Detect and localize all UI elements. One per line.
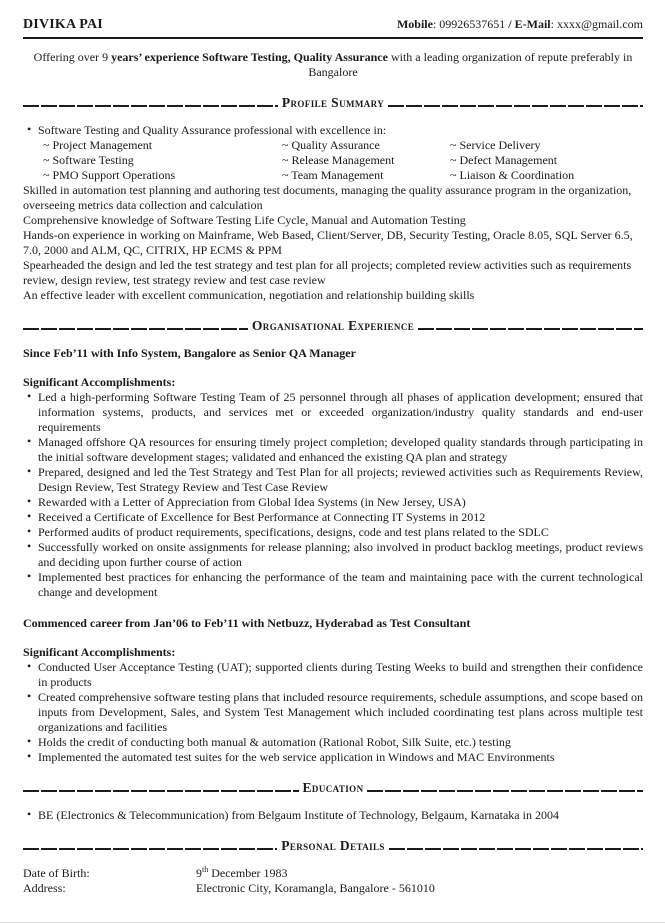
rule-line bbox=[418, 328, 643, 330]
rule-line bbox=[367, 790, 643, 792]
objective-emphasis: years’ experience Software Testing, Quality Assurance bbox=[111, 50, 388, 64]
mobile-label: Mobile bbox=[396, 17, 433, 31]
job-heading: Commenced career from Jan’06 to Feb’11 with Netbuzz, Hyderabad as Test Consultant bbox=[23, 616, 471, 630]
contact-separator: / bbox=[505, 17, 515, 31]
skill-item: ~ Service Delivery bbox=[450, 138, 541, 152]
section-header-personal-details bbox=[23, 838, 643, 853]
section-header-profile-summary bbox=[23, 95, 643, 110]
dob-day: 9 bbox=[196, 866, 202, 880]
address-row bbox=[23, 881, 643, 896]
section-title: Personal Details bbox=[281, 838, 385, 853]
rule-line bbox=[23, 105, 278, 107]
skill-item: ~ Project Management bbox=[43, 138, 153, 152]
skill-item: Hands-on experience in working on Mainframe, Web Based, Client/Server, DB, Security Testing, Oracle 8.05, SQL Server 6.5, 7.0, 2000 and ALM, QC, CITRIX, HP ECMS & PPM bbox=[23, 228, 633, 257]
dob-label: Date of Birth: bbox=[23, 866, 90, 880]
bullet-item: • Created comprehensive software testing plans that included resource requirements, schedule assumptions, and scope based on inputs from Development, Sales, and System Test Management which included coordinating test plans across multiple test organizations and facilities bbox=[23, 690, 643, 735]
bullet-item: • Led a high-performing Software Testing Team of 25 personnel through all phases of application development; ensured that information systems, products, and services met or exceeded organization/industry quality standards and end-user requirements bbox=[23, 390, 643, 435]
job-1-accomplishments-list bbox=[23, 390, 643, 600]
rule-line bbox=[23, 328, 248, 330]
rule-line bbox=[389, 848, 643, 850]
profile-summary-list bbox=[23, 123, 643, 303]
section-header-education bbox=[23, 780, 643, 795]
bullet-item: • Performed audits of product requirements, specifications, designs, code and test plans related to the SDLC bbox=[23, 525, 643, 540]
address-label: Address: bbox=[23, 881, 66, 895]
skills-grid bbox=[43, 138, 643, 183]
job-heading: Since Feb’11 with Info System, Bangalore as Senior QA Manager bbox=[23, 346, 356, 360]
skill-item: ~ Release Management bbox=[282, 153, 395, 167]
skill-item: ~ Quality Assurance bbox=[282, 138, 380, 152]
mobile-value: : 09926537651 bbox=[432, 17, 506, 31]
skill-item: Skilled in automation test planning and authoring test documents, managing the quality assurance program in the organization, overseeing metrics data collection and calculation bbox=[23, 183, 632, 212]
job-block-2 bbox=[23, 616, 643, 765]
bullet-item: • Prepared, designed and led the Test Strategy and Test Plan for all projects; reviewed activities such as Requirements Review, Design Review, Test Strategy Review and Test Case Review bbox=[23, 465, 643, 495]
education-list bbox=[23, 808, 643, 823]
bullet-item: • Managed offshore QA resources for ensuring timely project completion; developed quality standards through participating in the initial software development stages; validated and enhanced the existing QA plan and strategy bbox=[23, 435, 643, 465]
contact-info bbox=[397, 17, 643, 32]
skill-item: An effective leader with excellent communication, negotiation and relationship building skills bbox=[23, 288, 475, 302]
rule-line bbox=[23, 848, 277, 850]
objective-prefix: Offering over 9 bbox=[33, 50, 112, 64]
skill-item: ~ Defect Management bbox=[450, 153, 558, 167]
dob-ordinal: th bbox=[202, 865, 209, 874]
bullet-text: Software Testing and Quality Assurance professional with excellence in: bbox=[38, 123, 387, 137]
section-title: Organisational Experience bbox=[251, 318, 415, 333]
header bbox=[23, 17, 643, 39]
job-block-1 bbox=[23, 346, 643, 600]
bullet-item: • Received a Certificate of Excellence for Best Performance at Connecting IT Systems in 2012 bbox=[23, 510, 643, 525]
skill-item: ~ Team Management bbox=[282, 168, 384, 182]
email-value: : xxxx@gmail.com bbox=[550, 17, 643, 31]
job-2-accomplishments-list bbox=[23, 660, 643, 765]
bullet-item: • Conducted User Acceptance Testing (UAT); supported clients during Testing Weeks to build and strengthen their confidence in products bbox=[23, 660, 643, 690]
accomplishments-label: Significant Accomplishments: bbox=[23, 645, 176, 659]
bullet-item: • Implemented best practices for enhancing the performance of the team and maintaining pace with the current technological change and development bbox=[23, 570, 643, 600]
bullet-item: • Rewarded with a Letter of Appreciation from Global Idea Systems (in New Jersey, USA) bbox=[23, 495, 643, 510]
bullet-item: • BE (Electronics & Telecommunication) from Belgaum Institute of Technology, Belgaum, Karnataka in 2004 bbox=[23, 808, 643, 823]
bullet-item: • Implemented the automated test suites for the web service application in Windows and MAC Environments bbox=[23, 750, 643, 765]
bullet-item: • Holds the credit of conducting both manual & automation (Rational Robot, Silk Suite, etc.) testing bbox=[23, 735, 643, 750]
bullet-item: • Successfully worked on onsite assignments for release planning; also involved in product backlog meetings, product reviews and deciding upon further course of action bbox=[23, 540, 643, 570]
email-label: E-Mail bbox=[514, 17, 551, 31]
rule-line bbox=[388, 105, 643, 107]
skill-item: Spearheaded the design and led the test strategy and test plan for all projects; completed review activities such as requirements review, design review, test strategy review and test case review bbox=[23, 258, 632, 287]
bullet-item-intro bbox=[23, 123, 643, 183]
personal-details bbox=[23, 866, 643, 896]
objective-statement bbox=[29, 50, 637, 80]
candidate-name: DIVIKA PAI bbox=[23, 17, 103, 32]
section-title: Education bbox=[302, 780, 364, 795]
section-title: Profile Summary bbox=[281, 95, 385, 110]
skill-item: ~ PMO Support Operations bbox=[43, 168, 176, 182]
skill-item: ~ Software Testing bbox=[43, 153, 134, 167]
skill-item: Comprehensive knowledge of Software Testing Life Cycle, Manual and Automation Testing bbox=[23, 213, 466, 227]
skill-item: ~ Liaison & Coordination bbox=[450, 168, 575, 182]
objective-suffix: with a leading organization of repute preferably in Bangalore bbox=[308, 50, 633, 79]
dob-rest: December 1983 bbox=[208, 866, 288, 880]
section-header-organisational-experience bbox=[23, 318, 643, 333]
dob-value bbox=[196, 866, 288, 881]
dob-row bbox=[23, 866, 643, 881]
address-value: Electronic City, Koramangla, Bangalore - 561010 bbox=[196, 881, 435, 895]
rule-line bbox=[23, 790, 299, 792]
accomplishments-label: Significant Accomplishments: bbox=[23, 375, 176, 389]
